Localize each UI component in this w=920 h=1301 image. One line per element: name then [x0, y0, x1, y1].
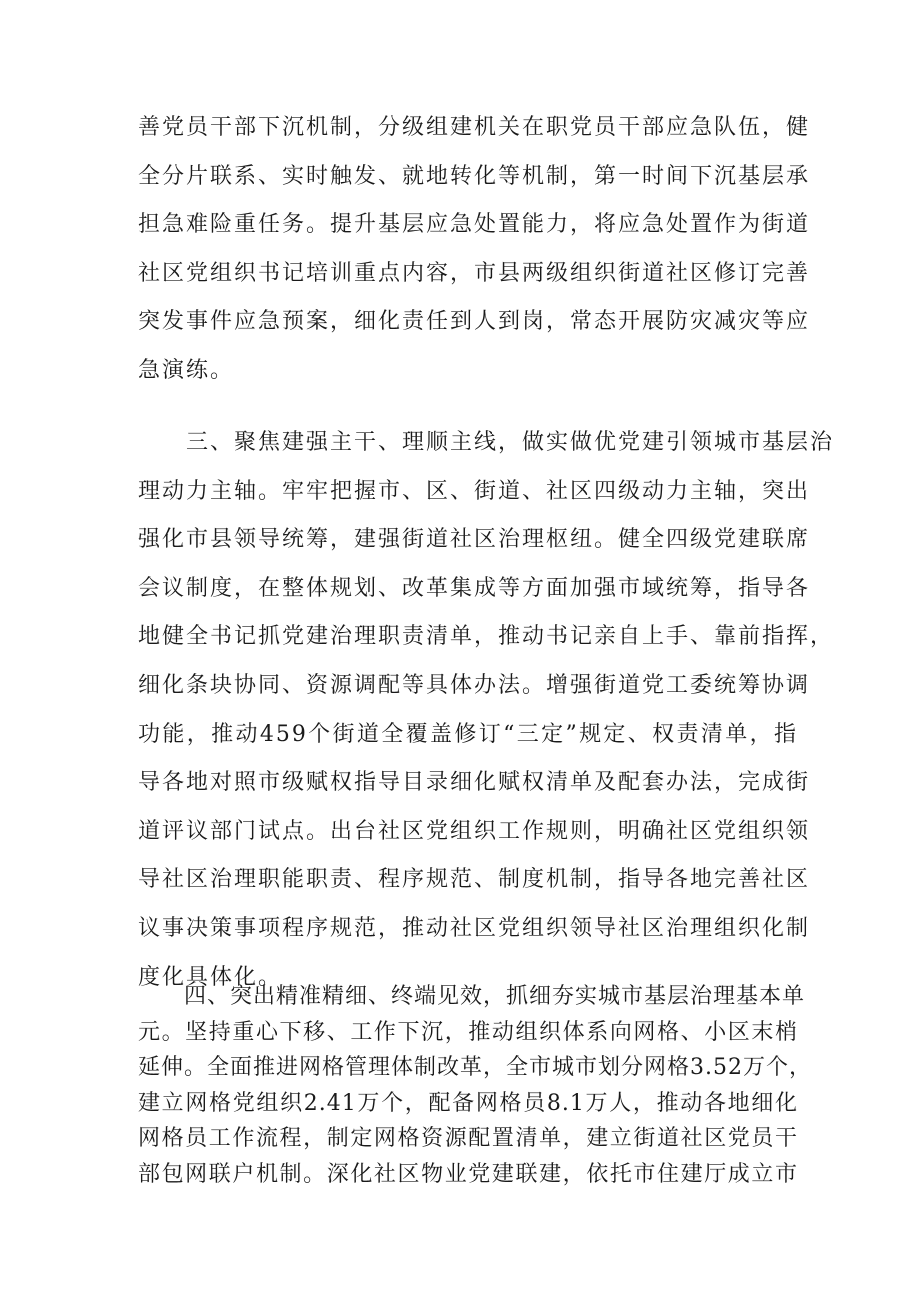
text-line: 细化条块协同、资源调配等具体办法。增强街道党工委统筹协调 — [138, 672, 811, 698]
paragraph-1 — [138, 104, 811, 396]
paragraph-section-four — [138, 979, 812, 1192]
text-line: 强化市县领导统筹，建强街道社区治理枢纽。健全四级党建联席 — [138, 527, 811, 553]
text-line: 度化具体化。 — [138, 964, 283, 990]
text-line: 导各地对照市级赋权指导目录细化赋权清单及配套办法，完成街 — [138, 770, 811, 796]
text-line: 道评议部门试点。出台社区党组织工作规则，明确社区党组织领 — [138, 818, 811, 844]
text-line: 三、聚焦建强主干、理顺主线，做实做优党建引领城市基层治 — [138, 430, 835, 455]
text-line: 会议制度，在整体规划、改革集成等方面加强市域统筹，指导各 — [138, 575, 811, 601]
text-line: 急演练。 — [138, 357, 235, 383]
text-line: 网格员工作流程，制定网格资源配置清单，建立街道社区党员干 — [138, 1126, 798, 1151]
text-line: 延伸。全面推进网格管理体制改革，全市城市划分网格3.52万个， — [138, 1055, 812, 1080]
text-line: 四、突出精准精细、终端见效，抓细夯实城市基层治理基本单 — [138, 984, 806, 1009]
text-line: 部包网联户机制。深化社区物业党建联建，依托市住建厅成立市 — [138, 1161, 798, 1187]
text-line: 元。坚持重心下移、工作下沉，推动组织体系向网格、小区末梢 — [138, 1019, 798, 1045]
text-line: 理动力主轴。牢牢把握市、区、街道、社区四级动力主轴，突出 — [138, 478, 811, 504]
paragraph-section-three — [138, 419, 835, 1002]
text-line: 功能，推动459个街道全覆盖修订“三定”规定、权责清单，指 — [138, 721, 798, 747]
text-line: 善党员干部下沉机制，分级组建机关在职党员干部应急队伍，健 — [138, 115, 811, 140]
text-line: 担急难险重任务。提升基层应急处置能力，将应急处置作为街道 — [138, 212, 811, 238]
text-line: 导社区治理职能职责、程序规范、制度机制，指导各地完善社区 — [138, 867, 811, 893]
text-line: 建立网格党组织2.41万个，配备网格员8.1万人，推动各地细化 — [138, 1090, 798, 1116]
text-line: 社区党组织书记培训重点内容，市县两级组织街道社区修订完善 — [138, 260, 811, 286]
text-line: 议事决策事项程序规范，推动社区党组织领导社区治理组织化制 — [138, 915, 811, 941]
text-line: 突发事件应急预案，细化责任到人到岗，常态开展防灾减灾等应 — [138, 309, 811, 335]
text-line: 地健全书记抓党建治理职责清单，推动书记亲自上手、靠前指挥， — [138, 624, 835, 650]
text-line: 全分片联系、实时触发、就地转化等机制，第一时间下沉基层承 — [138, 163, 811, 189]
